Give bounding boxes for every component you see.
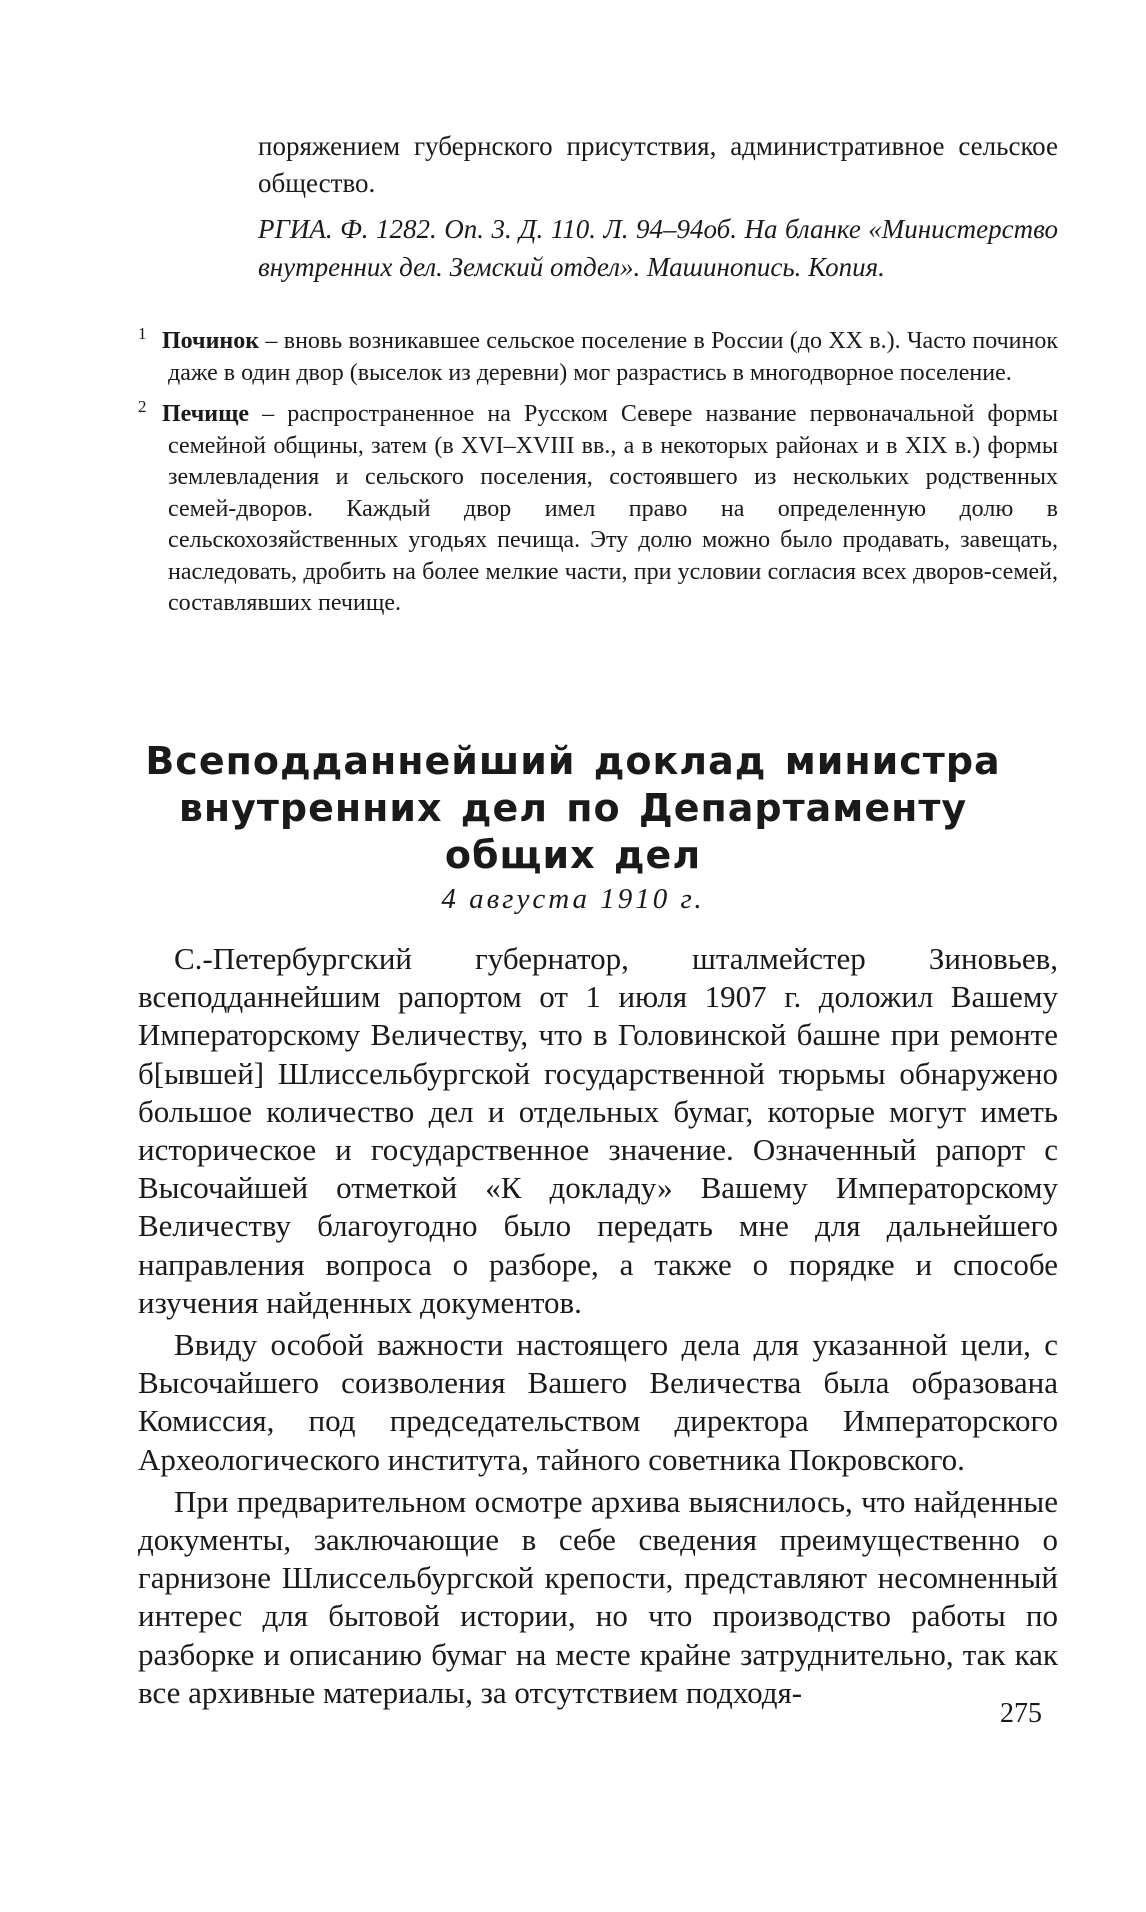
paragraph-2: Ввиду особой важности настоящего дела для указанной цели, с Высочайшего соизволения Вашего Величества была образована Комиссия, под председательством директора Императорского Археологического института, тайного советника Покровского. [138, 1327, 1058, 1477]
heading-line-3: общих дел [444, 833, 702, 877]
paragraph-3: При предварительном осмотре архива выяснилось, что найденные документы, заключающие в себе сведения преимущественно о гарнизоне Шлиссельбургской крепости, представляют несомненный интерес для бытовой истории, но что производство работы по разборке и описанию бумаг на месте крайне затруднительно, так как все архивные материалы, за отсутствием подходя- [138, 1483, 1058, 1710]
footnotes [138, 318, 1058, 622]
continuation-text: поряжением губернского присутствия, административное сельское общество. [258, 131, 1058, 198]
page-number: 275 [1000, 1698, 1042, 1729]
archive-source-note: РГИА. Ф. 1282. Оп. 3. Д. 110. Л. 94–94об. На бланке «Министерство внутренних дел. Земский отдел». Машинопись. Копия. [258, 214, 1058, 282]
heading-date: 4 августа 1910 г. [441, 883, 705, 915]
report-body [138, 940, 1058, 1716]
footnote-2-term: Печище [162, 401, 249, 427]
footnote-1-text: – вновь возникавшее сельское поселение в России (до XX в.). Часто починок даже в один двор (выселок из деревни) мог разрастись в многодворное поселение. [168, 328, 1058, 386]
footnote-2-mark: 2 [138, 397, 147, 416]
paragraph-1: С.-Петербургский губернатор, шталмейстер Зиновьев, всеподданнейшим рапортом от 1 июля 1907 г. доложил Вашему Императорскому Величеству, что в Головинской башне при ремонте б[ывшей] Шлиссельбургской государственной тюрьмы обнаружено большое количество дел и отдельных бумаг, которые могут иметь историческое и государственное значение. Означенный рапорт с Высочайшей отметкой «К докладу» Вашему Императорскому Величеству благоугодно было передать мне для дальнейшего направления вопроса о разборе, а также о порядке и способе изучения найденных документов. [138, 941, 1058, 1320]
heading-line-2: внутренних дел по Департаменту [178, 786, 968, 830]
footnote-2 [138, 391, 1058, 620]
document-heading [110, 738, 1036, 917]
footnote-1-mark: 1 [138, 324, 147, 343]
heading-line-1: Всеподданнейший доклад министра [145, 739, 1001, 783]
footnote-2-text: – распространенное на Русском Севере название первоначальной формы семейной общины, затем (в XVI–XVIII вв., а в некоторых районах и в XIX в.) формы землевладения и сельского поселения, состоявшего из нескольких родственных семей-дворов. Каждый двор имел право на определенную долю в сельскохозяйственных угодьях печища. Эту долю можно было продавать, завещать, наследовать, дробить на более мелкие части, при условии согласия всех дворов-семей, составлявших печище. [168, 401, 1058, 616]
footnote-1 [138, 318, 1058, 389]
footnote-1-term: Починок [162, 328, 260, 354]
